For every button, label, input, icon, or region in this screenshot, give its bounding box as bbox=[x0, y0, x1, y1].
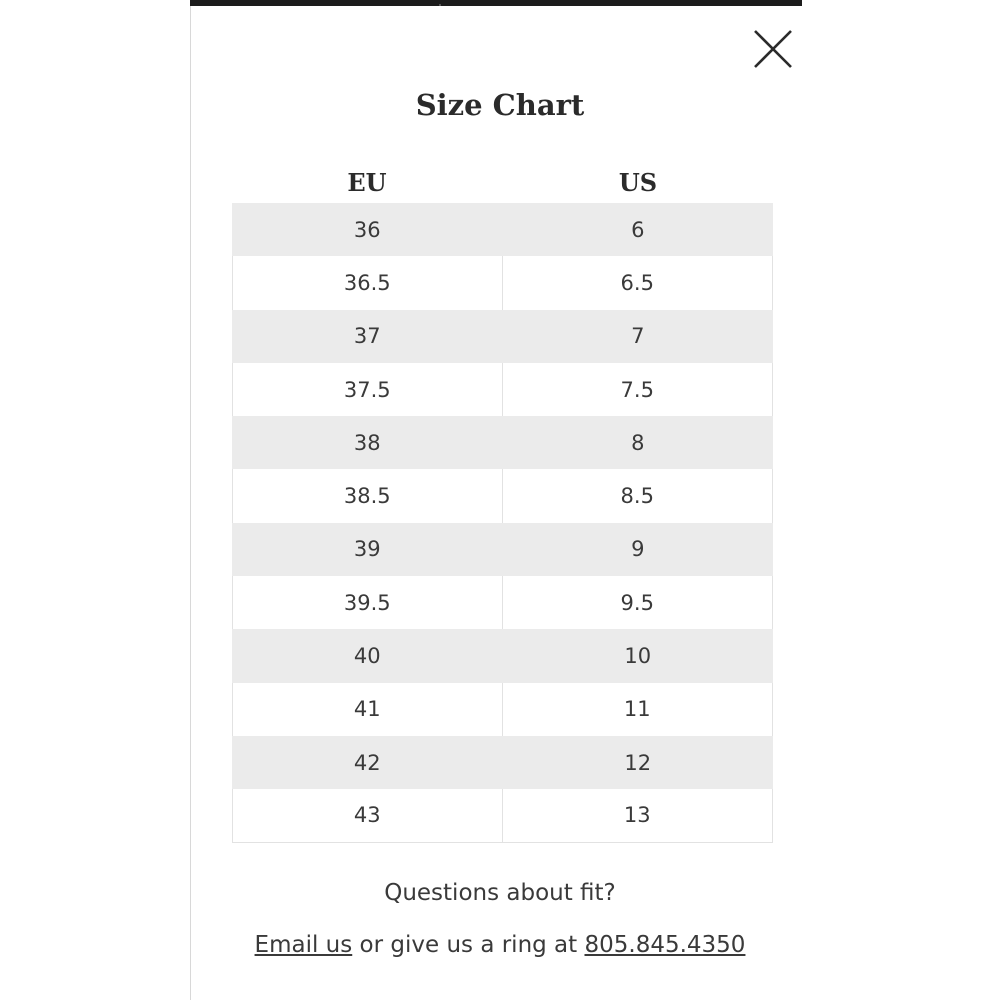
column-header-us: US bbox=[618, 168, 658, 197]
eu-size-cell: 38.5 bbox=[233, 469, 503, 522]
us-size-cell: 6.5 bbox=[620, 270, 654, 295]
eu-size-cell: 37 bbox=[353, 324, 381, 349]
eu-size-cell: 36.5 bbox=[233, 256, 503, 309]
column-header-eu: EU bbox=[347, 168, 387, 197]
us-size-cell: 8.5 bbox=[620, 484, 654, 509]
eu-size-cell: 37.5 bbox=[233, 363, 503, 416]
us-size-cell: 6 bbox=[631, 217, 645, 242]
eu-size-cell: 36 bbox=[353, 217, 381, 242]
us-size-cell: 10 bbox=[624, 644, 652, 669]
phone-link[interactable]: 805.845.4350 bbox=[584, 932, 746, 958]
us-size-cell: 8 bbox=[631, 430, 645, 455]
table-row bbox=[232, 629, 773, 682]
eu-size-cell: 41 bbox=[233, 683, 503, 736]
table-row bbox=[232, 256, 773, 309]
table-row bbox=[232, 363, 773, 416]
close-button[interactable] bbox=[752, 28, 794, 70]
table-row bbox=[232, 683, 773, 736]
table-row bbox=[232, 576, 773, 629]
modal-title: Size Chart bbox=[415, 88, 585, 122]
close-icon bbox=[752, 28, 794, 70]
size-table bbox=[232, 203, 773, 843]
us-size-cell: 9 bbox=[631, 537, 645, 562]
us-size-cell: 7 bbox=[631, 324, 645, 349]
eu-size-cell: 40 bbox=[353, 644, 381, 669]
us-size-cell: 7.5 bbox=[620, 377, 654, 402]
table-row bbox=[232, 203, 773, 256]
fit-question-text: Questions about fit? bbox=[384, 880, 616, 906]
table-row bbox=[232, 469, 773, 522]
table-row bbox=[232, 523, 773, 576]
us-size-cell: 12 bbox=[624, 750, 652, 775]
eu-size-cell: 39 bbox=[353, 537, 381, 562]
eu-size-cell: 38 bbox=[353, 430, 381, 455]
us-size-cell: 11 bbox=[623, 697, 651, 722]
contact-line bbox=[0, 932, 1000, 958]
eu-size-cell: 42 bbox=[353, 750, 381, 775]
table-row bbox=[232, 416, 773, 469]
contact-middle-text: or give us a ring at bbox=[352, 932, 585, 958]
table-row bbox=[232, 736, 773, 789]
eu-size-cell: 43 bbox=[233, 789, 503, 841]
table-row bbox=[232, 789, 773, 842]
us-size-cell: 9.5 bbox=[620, 590, 654, 615]
eu-size-cell: 39.5 bbox=[233, 576, 503, 629]
email-us-link[interactable]: Email us bbox=[254, 932, 353, 958]
us-size-cell: 13 bbox=[623, 803, 651, 828]
table-row bbox=[232, 310, 773, 363]
